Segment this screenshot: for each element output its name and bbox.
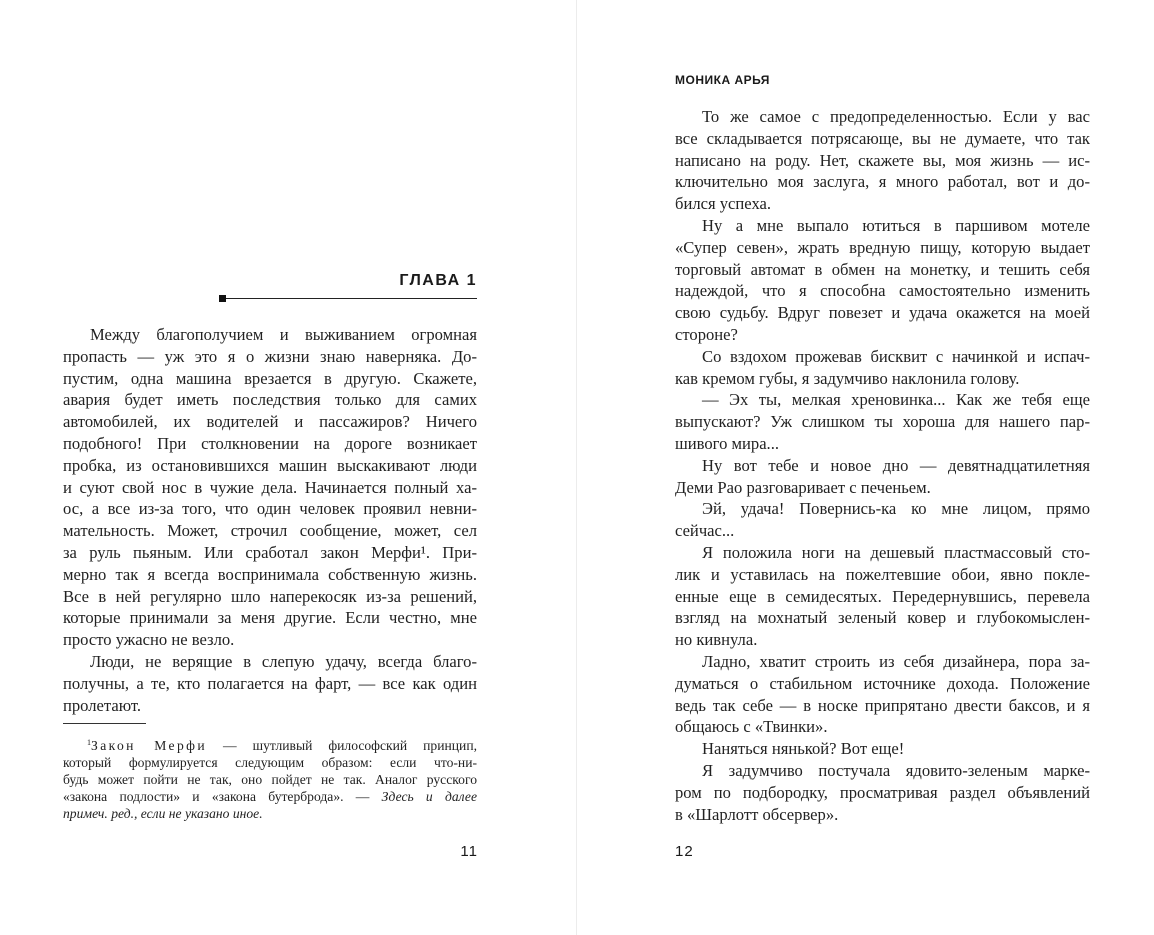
text-line: но кивнула. xyxy=(675,630,758,650)
paragraph xyxy=(675,455,1090,499)
text-line: стороне? xyxy=(675,324,738,344)
footnote xyxy=(63,737,477,822)
text-line: пропасть — уж это я о жизни знаю наверняка. До- xyxy=(63,346,477,366)
footnote-marker: 1 xyxy=(87,738,91,747)
text-line: «Супер севен», жрать вредную пищу, которую выдает xyxy=(675,237,1090,257)
footnote-divider xyxy=(63,723,146,724)
text-line: Наняться нянькой? Вот еще! xyxy=(702,739,905,759)
paragraph xyxy=(675,346,1090,390)
text-line: Между благополучием и выживанием огромная xyxy=(90,325,477,344)
footnote-line xyxy=(63,737,477,754)
running-head-author: МОНИКА АРЬЯ xyxy=(675,73,770,87)
text-line: Все в ней регулярно шло наперекосяк из-за решений, xyxy=(63,586,477,606)
text-line: свою судьбу. Вдруг повезет и удача окажется на моей xyxy=(675,303,1090,323)
paragraph xyxy=(675,542,1090,651)
chapter-rule-square xyxy=(219,295,226,302)
right-body-text xyxy=(675,106,1090,825)
text-line: енные еще в семидесятых. Передернувшись, перевела xyxy=(675,586,1090,606)
text-line: пустим, одна машина врезается в другую. Скажете, xyxy=(63,368,477,388)
text-line: и суют свой нос в чужие дела. Начинается полный ха- xyxy=(63,477,477,497)
paragraph xyxy=(63,651,477,716)
chapter-title: ГЛАВА 1 xyxy=(399,272,477,289)
text-line: Деми Рао разговаривает с печеньем. xyxy=(675,477,931,497)
text-line: бился успеха. xyxy=(675,194,772,214)
text-line: получны, а те, кто полагается на фарт, — все как один xyxy=(63,673,477,693)
text-line: То же самое с предопределенностью. Если у вас xyxy=(702,107,1090,126)
text-line: ос, а все из-за того, что один человек проявил невни- xyxy=(63,499,477,519)
footnote-line: который формулируется следующим образом: если что-ни- xyxy=(63,755,477,770)
paragraph xyxy=(675,738,1090,760)
paragraph xyxy=(675,106,1090,215)
text-line: Со вздохом прожевав бисквит с начинкой и испач- xyxy=(702,346,1090,366)
text-line: сейчас... xyxy=(675,521,735,541)
text-line: Я задумчиво постучала ядовито-зеленым марке- xyxy=(702,760,1090,780)
footnote-line: примеч. ред., если не указано иное. xyxy=(63,806,263,821)
paragraph xyxy=(675,498,1090,542)
text-line: думаться о стабильном источнике дохода. Положение xyxy=(675,673,1090,693)
text-line: общаюсь с «Твинки». xyxy=(675,717,828,737)
text-line: мательность. Может, строчил сообщение, может, сел xyxy=(63,521,477,541)
footnote-line: будь может пойти не так, оно пойдет не так. Аналог русского xyxy=(63,772,477,787)
text-line: которые принимали за меня другие. Если честно, мне xyxy=(63,608,477,628)
text-line: за руль пьяным. Или сработал закон Мерфи¹. При- xyxy=(63,542,477,562)
text-line: подобного! При столкновении на дороге возникает xyxy=(63,433,477,453)
footnote-text: — шутливый философский принцип, xyxy=(207,738,477,753)
book-gutter xyxy=(576,0,577,935)
text-line: кав кремом губы, я задумчиво наклонила голову. xyxy=(675,368,1020,388)
text-line: ведь так себе — в носке припрятано двести баксов, и я xyxy=(675,695,1090,715)
text-line: торговый автомат в обмен на монетку, и тешить себя xyxy=(675,259,1090,279)
text-line: Ну вот тебе и новое дно — девятнадцатилетняя xyxy=(702,455,1090,475)
text-line: пролетают. xyxy=(63,695,142,715)
text-line: в «Шарлотт обсервер». xyxy=(675,804,839,824)
text-line: надеждой, что я способна самостоятельно изменить xyxy=(675,281,1090,301)
text-line: авария будет иметь последствия только для самих xyxy=(63,390,477,410)
paragraph xyxy=(675,215,1090,346)
paragraph xyxy=(675,651,1090,738)
text-line: пробка, из остановившихся машин выскакивают люди xyxy=(63,455,477,475)
text-line: ключительно моя заслуга, я много работал, вот и до- xyxy=(675,172,1090,192)
text-line: Эй, удача! Повернись-ка ко мне лицом, прямо xyxy=(702,499,1090,519)
page-number-left: 11 xyxy=(460,843,478,860)
text-line: — Эх ты, мелкая хреновинка... Как же тебя еще xyxy=(702,390,1090,410)
text-line: лик и уставилась на пожелтевшие обои, явно покле- xyxy=(675,564,1090,584)
text-line: шивого мира... xyxy=(675,433,780,453)
text-line: написано на роду. Нет, скажете вы, моя жизнь — ис- xyxy=(675,150,1090,170)
paragraph xyxy=(675,760,1090,825)
text-line: просто ужасно не везло. xyxy=(63,630,235,650)
footnote-line: «закона подлости» и «закона бутерброда». — Здесь и далее xyxy=(63,789,477,804)
paragraph xyxy=(63,324,477,651)
paragraph xyxy=(675,389,1090,454)
text-line: ром по подбородку, просматривая раздел объявлений xyxy=(675,782,1090,802)
text-line: Я положила ноги на дешевый пластмассовый сто- xyxy=(702,542,1090,562)
text-line: Ладно, хватит строить из себя дизайнера, пора за- xyxy=(702,651,1090,671)
text-line: автомобилей, их водителей и пассажиров? Ничего xyxy=(63,412,477,432)
text-line: мерно так я всегда воспринимала собственную жизнь. xyxy=(63,564,477,584)
footnote-term: Закон Мерфи xyxy=(91,738,208,753)
left-body-text xyxy=(63,324,477,716)
chapter-rule xyxy=(223,298,477,299)
text-line: взгляд на мохнатый зеленый ковер и глубокомыслен- xyxy=(675,608,1090,628)
text-line: выпускают? Уж слишком ты хороша для нашего пар- xyxy=(675,412,1090,432)
text-line: все складывается потрясающе, вы не думаете, что так xyxy=(675,128,1090,148)
text-line: Люди, не верящие в слепую удачу, всегда благо- xyxy=(90,651,477,671)
text-line: Ну а мне выпало ютиться в паршивом мотеле xyxy=(702,215,1090,235)
page-number-right: 12 xyxy=(675,843,694,860)
